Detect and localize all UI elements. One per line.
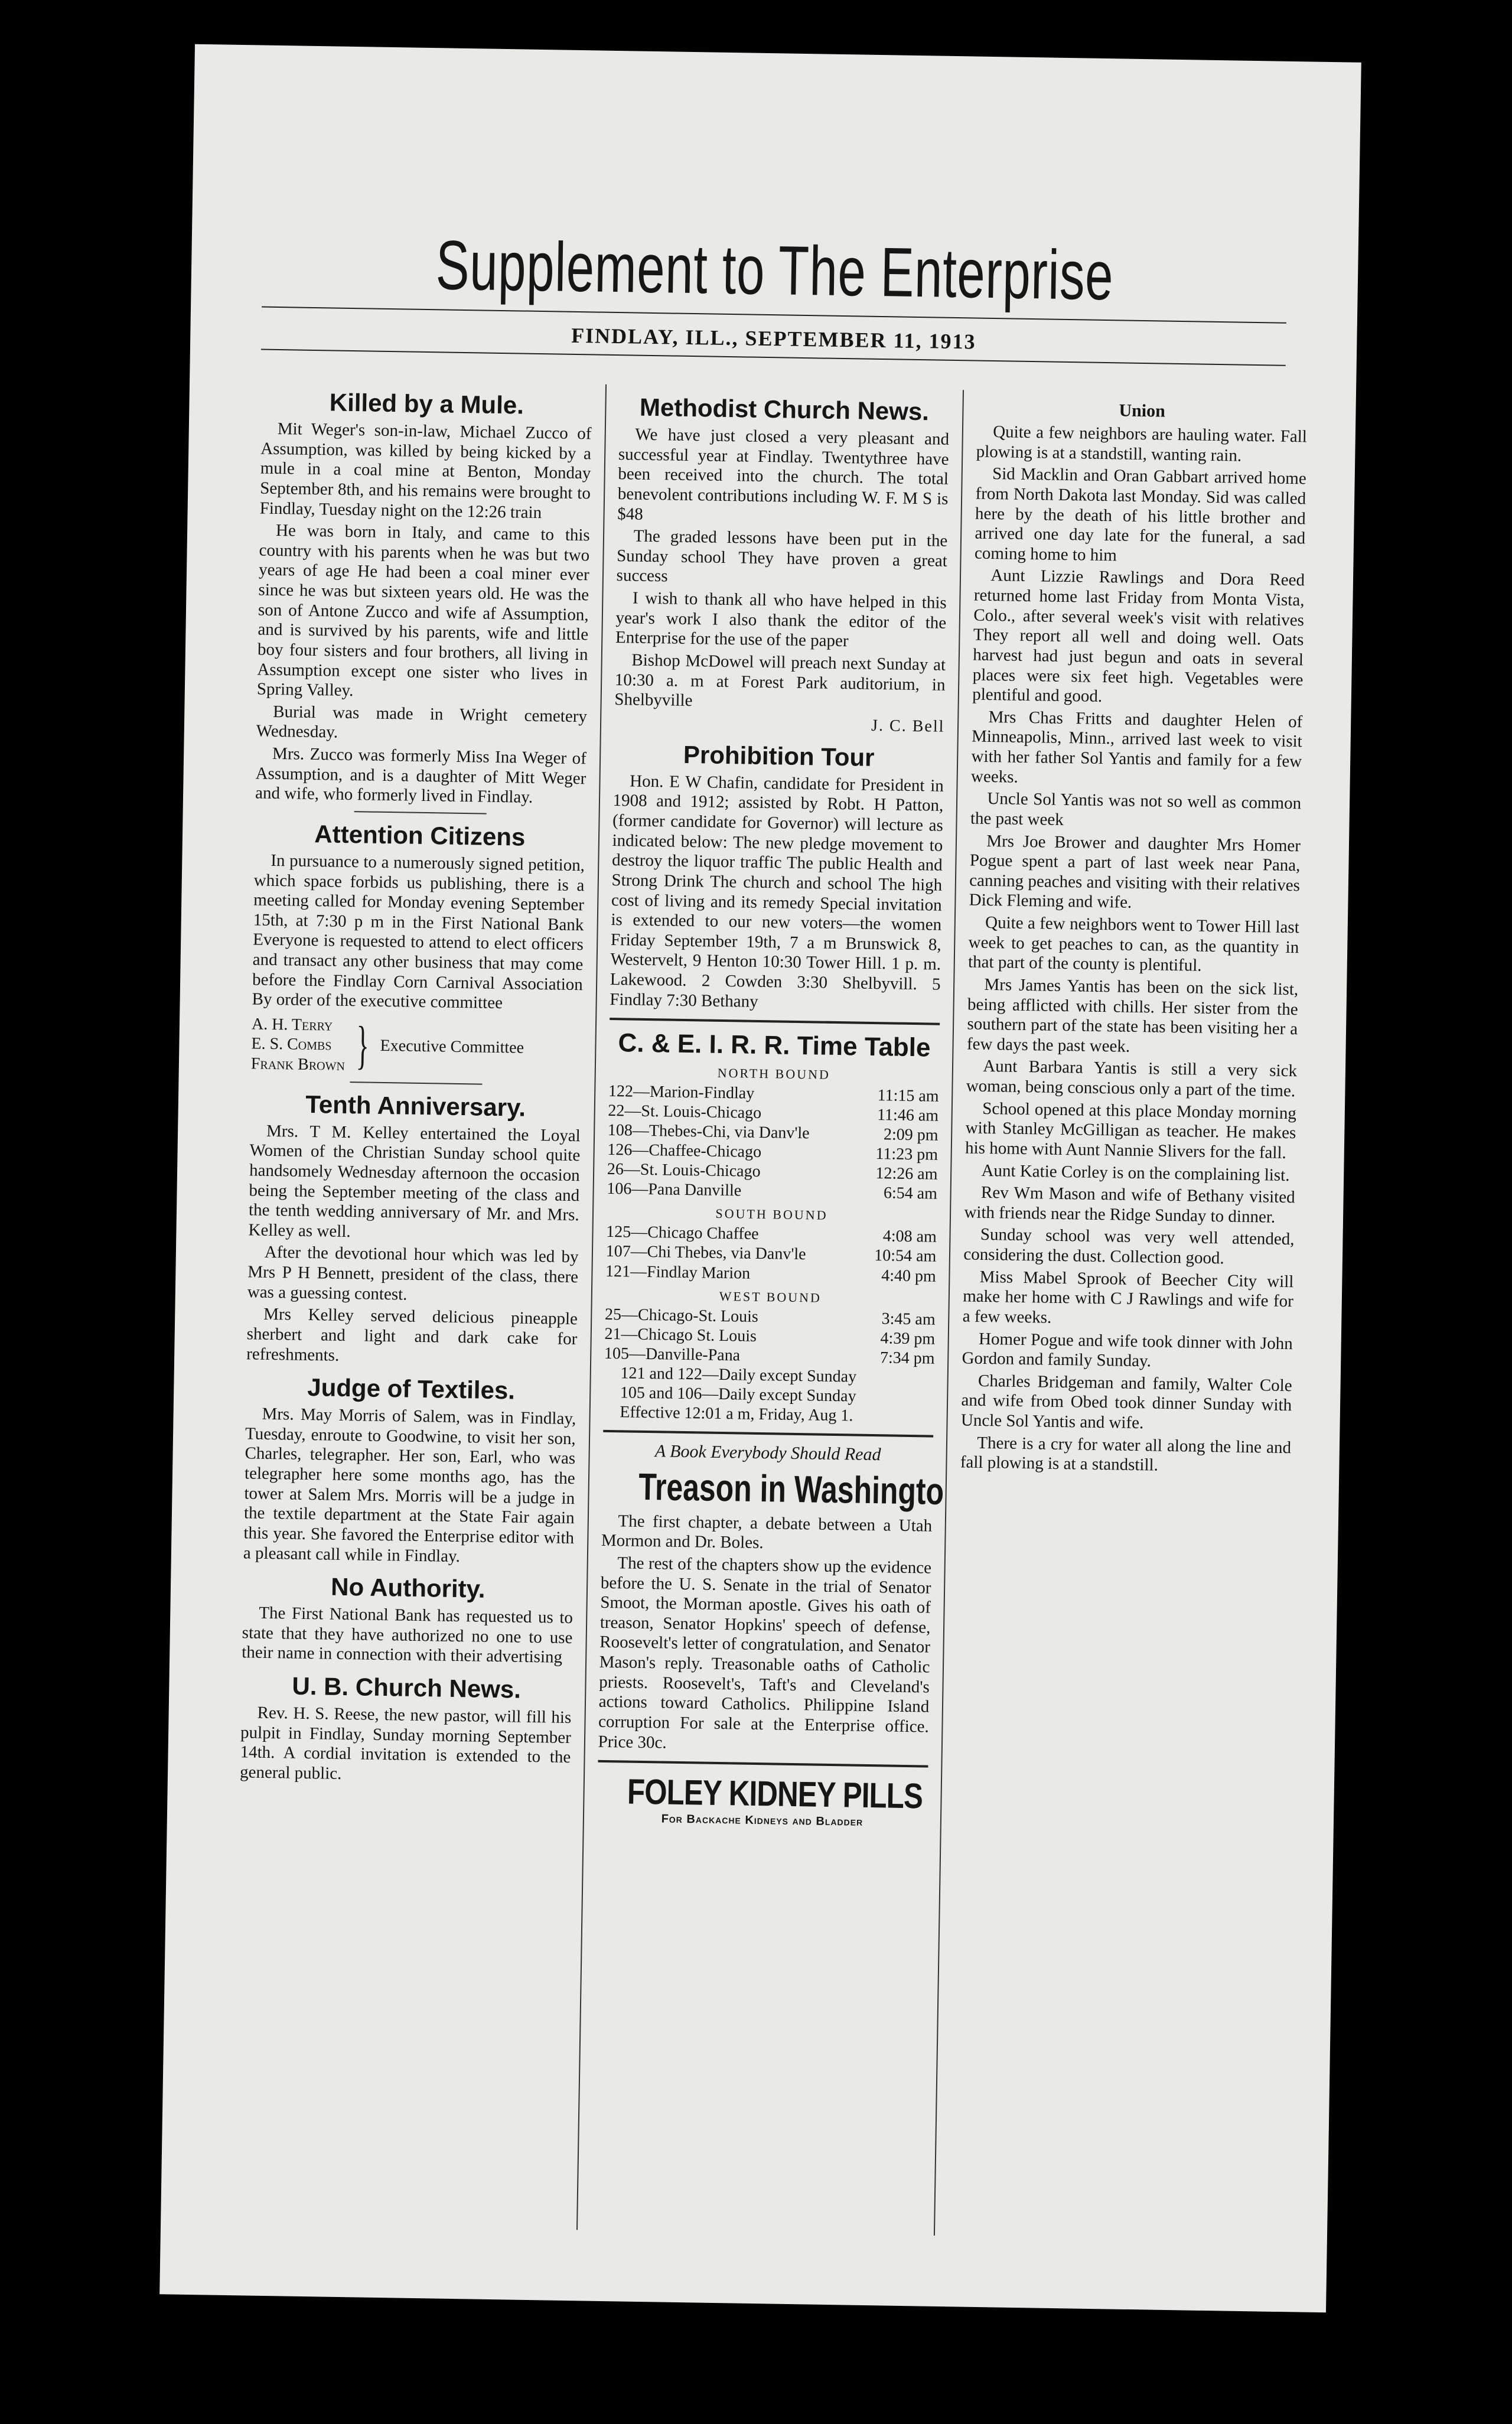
article-ub bbox=[240, 1703, 572, 1787]
paragraph: Mrs Joe Brower and daughter Mrs Homer Pogue spent a part of last week near Pana, canning peaches and visiting with their relatives Dick Fleming and wife. bbox=[969, 831, 1301, 913]
article-textiles bbox=[243, 1405, 576, 1569]
committee-names bbox=[251, 1014, 346, 1075]
timetable-title: C. & E. I. R. R. Time Table bbox=[618, 1028, 931, 1063]
train: 108—Thebes-Chi, via Danv'le bbox=[607, 1121, 810, 1143]
train: 22—St. Louis-Chicago bbox=[608, 1102, 762, 1123]
paragraph: Aunt Barbara Yantis is still a very sick woman, being conscious only a part of the time. bbox=[966, 1057, 1298, 1101]
train: 107—Chi Thebes, via Danv'le bbox=[605, 1242, 806, 1264]
paragraph: Mrs. Zucco was formerly Miss Ina Weger of Assumption, and is a daughter of Mitt Weger and wife, who formerly lived in Findlay. bbox=[255, 744, 587, 807]
paragraph: The graded lessons have been put in the Sunday school They have proven a great success bbox=[616, 526, 948, 586]
column-left bbox=[220, 379, 605, 2230]
paragraph: Mrs Kelley served delicious pineapple sherbert and light and dark cake for refreshments. bbox=[246, 1305, 578, 1365]
time: 11:23 pm bbox=[875, 1145, 939, 1165]
column-right bbox=[934, 390, 1321, 2241]
divider bbox=[350, 1081, 482, 1085]
article-title-union: Union bbox=[1119, 400, 1166, 421]
timetable-note: 121 and 122—Daily except Sunday bbox=[620, 1363, 857, 1386]
paragraph: The first chapter, a debate between a Utah Mormon and Dr. Boles. bbox=[601, 1511, 933, 1553]
article-title-ub: U. B. Church News. bbox=[292, 1672, 522, 1703]
paragraph: Rev. H. S. Reese, the new pastor, will fill his pulpit in Findlay, Sunday morning September 14th. A cordial invitation is extended to the general public. bbox=[239, 1703, 572, 1783]
article-title-noauth: No Authority. bbox=[330, 1572, 485, 1603]
paragraph: Quite a few neighbors went to Tower Hill last week to get peaches to can, as the quantity in that part of the county is plentiful. bbox=[967, 913, 1300, 975]
divider bbox=[598, 1760, 928, 1768]
dateline: FINDLAY, ILL., SEPTEMBER 11, 1913 bbox=[571, 323, 976, 354]
ad-book-body bbox=[598, 1511, 932, 1757]
paragraph: After the devotional hour which was led by Mrs P H Bennett, president of the class, there was a guessing contest. bbox=[247, 1243, 579, 1304]
paragraph: Sid Macklin and Oran Gabbart arrived home from North Dakota last Monday. Sid was called here by the death of his little brother and arrived one day late for the funeral, a sad coming home to him bbox=[974, 464, 1306, 565]
ad-pills-subtitle: For Backache Kidneys and Bladder bbox=[661, 1812, 863, 1829]
signature: J. C. Bell bbox=[871, 716, 945, 736]
train: 21—Chicago St. Louis bbox=[604, 1324, 757, 1345]
article-prohibition bbox=[610, 771, 944, 1015]
paragraph: Sunday school was very well attended, considering the dust. Collection good. bbox=[963, 1225, 1295, 1268]
time: 12:26 am bbox=[875, 1164, 938, 1184]
article-title-mule: Killed by a Mule. bbox=[329, 388, 524, 419]
paragraph: We have just closed a very pleasant and successful year at Findlay. Twentythree have been received into the church. The total benevolent contributions including W. F. M S is $48 bbox=[617, 425, 950, 524]
paragraph: Homer Pogue and wife took dinner with John Gordon and family Sunday. bbox=[962, 1329, 1293, 1371]
article-union bbox=[960, 422, 1308, 1478]
committee-name: Frank Brown bbox=[250, 1054, 346, 1074]
paragraph: Charles Bridgeman and family, Walter Cole and wife from Obed took dinner Sunday with Uncle Sol Yantis and wife. bbox=[960, 1371, 1292, 1433]
article-title-textiles: Judge of Textiles. bbox=[307, 1373, 516, 1405]
train: 106—Pana Danville bbox=[607, 1180, 742, 1200]
divider bbox=[610, 1018, 940, 1025]
paragraph: The rest of the chapters show up the evidence before the U. S. Senate in the trial of Senator Smoot, the Morman apostle. Gives his oath of treason, Senator Hopkins' speech of defense, Roosevelt's letter of congratulation, and Senator Mason's reply. Treasonable oaths of Catholic priests. Roosevelt's, Taft's and Cleveland's actions toward Catholics. Philippine Island corruption For sale at the Enterprise office. Price 30c. bbox=[598, 1553, 932, 1752]
timetable-north bbox=[607, 1081, 939, 1204]
timetable-west bbox=[604, 1304, 936, 1368]
time: 4:08 am bbox=[882, 1227, 937, 1247]
ad-pills-title: FOLEY KIDNEY PILLS bbox=[627, 1771, 923, 1816]
newspaper-page bbox=[159, 44, 1361, 2313]
timetable-note: Effective 12:01 a m, Friday, Aug 1. bbox=[620, 1402, 853, 1425]
paragraph: Aunt Lizzie Rawlings and Dora Reed returned home last Friday from Monta Vista, Colo., after several week's visit with relatives They report all well and doing well. Oats harvest had just begun and oats in several places were six feet high. Vegetables were plentiful and good. bbox=[972, 566, 1305, 706]
paragraph: Quite a few neighbors are hauling water. Fall plowing is at a standstill, wanting rain. bbox=[976, 422, 1308, 465]
divider bbox=[354, 811, 487, 814]
paragraph: Rev Wm Mason and wife of Bethany visited with friends near the Ridge Sunday to dinner. bbox=[964, 1182, 1295, 1227]
article-methodist bbox=[614, 425, 949, 715]
time: 7:34 pm bbox=[879, 1348, 935, 1368]
divider bbox=[603, 1430, 934, 1438]
committee-name: E. S. Combs bbox=[251, 1034, 332, 1055]
train: 122—Marion-Findlay bbox=[608, 1082, 755, 1103]
paragraph: The First National Bank has requested us to state that they have authorized no one to use their name in connection with their advertising bbox=[242, 1603, 573, 1667]
time: 2:09 pm bbox=[883, 1125, 939, 1145]
timetable-south bbox=[605, 1222, 937, 1286]
masthead-title: Supplement to The Enterprise bbox=[435, 226, 1115, 315]
article-title-prohibition: Prohibition Tour bbox=[683, 740, 875, 771]
paragraph: He was born in Italy, and came to this country with his parents when he was but two years of age He had been a coal miner ever since he was but sixteen years old. He was the son of Antone Zucco and wife af Assumption, and is survived by his parents, wife and little boy four sisters and four brothers, all living in Assumption except one sister who lives in Spring Valley. bbox=[256, 521, 590, 701]
time: 4:40 pm bbox=[881, 1266, 937, 1286]
column-middle bbox=[576, 385, 963, 2236]
committee-block bbox=[251, 1014, 582, 1079]
article-title-methodist: Methodist Church News. bbox=[639, 393, 930, 426]
train: 105—Danville-Pana bbox=[604, 1344, 741, 1365]
time: 11:46 am bbox=[876, 1106, 939, 1126]
train: 25—Chicago-St. Louis bbox=[604, 1305, 759, 1326]
train: 121—Findlay Marion bbox=[605, 1262, 751, 1283]
time: 4:39 pm bbox=[880, 1328, 936, 1348]
brace-glyph: } bbox=[356, 1016, 370, 1075]
timetable-south-label: SOUTH BOUND bbox=[715, 1206, 828, 1223]
timetable-note: 105 and 106—Daily except Sunday bbox=[620, 1383, 856, 1406]
columns bbox=[220, 379, 1321, 2241]
paragraph: School opened at this place Monday morning with Stanley McGilligan as teacher. He makes his home with Aunt Nannie Slivers for the fall. bbox=[964, 1099, 1297, 1162]
paragraph: Aunt Katie Corley is on the complaining list. bbox=[981, 1161, 1290, 1185]
article-title-tenth: Tenth Anniversary. bbox=[305, 1090, 526, 1122]
article-attention bbox=[252, 851, 585, 1015]
paragraph: Mrs. May Morris of Salem, was in Findlay, Tuesday, enroute to Goodwine, to visit her son, Charles, telegrapher. Her son, Earl, who was telegrapher here some months ago, has the tower at Salem Mrs. Morris will be a judge in the textile department at the State Fair again this year. She favored the Enterprise editor with a pleasant call while in Findlay. bbox=[243, 1404, 576, 1566]
committee-name: A. H. Terry bbox=[251, 1015, 333, 1035]
paragraph: Uncle Sol Yantis was not so well as common the past week bbox=[970, 789, 1302, 829]
article-noauth bbox=[242, 1603, 573, 1668]
paragraph: Mrs Chas Fritts and daughter Helen of Minneapolis, Minn., arrived last week to visit with her father Sol Yantis and family for a few weeks. bbox=[970, 707, 1303, 787]
train: 125—Chicago Chaffee bbox=[605, 1223, 759, 1244]
train: 26—St. Louis-Chicago bbox=[607, 1160, 761, 1181]
time: 3:45 am bbox=[881, 1309, 936, 1329]
paragraph: Mrs James Yantis has been on the sick list, being afflicted with chills. Her sister from the southern part of the state has been visiting her a few days the past week. bbox=[966, 975, 1299, 1056]
masthead bbox=[261, 223, 1288, 366]
article-tenth bbox=[246, 1121, 581, 1369]
timetable-north-label: NORTH BOUND bbox=[717, 1066, 831, 1083]
train: 126—Chaffee-Chicago bbox=[607, 1141, 762, 1162]
time: 11:15 am bbox=[877, 1086, 939, 1106]
article-title-attention: Attention Citizens bbox=[314, 819, 526, 851]
paragraph: Mrs. T M. Kelley entertained the Loyal Women of the Christian Sunday school quite handsomely Wednesday afternoon the occasion being the September meeting of the class and the tenth wedding anniversary of Mr. and Mrs. Kelley as well. bbox=[248, 1121, 581, 1241]
paragraph: There is a cry for water all along the line and fall plowing is at a standstill. bbox=[960, 1433, 1292, 1475]
article-mule bbox=[255, 419, 592, 809]
paragraph: Hon. E W Chafin, candidate for President in 1908 and 1912; assisted by Robt. H Patton, (former candidate for Governor) will lecture as indicated below: The new pledge movement to destroy the liquor traffic The public Health and Strong Drink The church and school The high cost of living and its remedy Special invitation is extended to our new voters—the women Friday September 19th, 7 a m Brunswick 8, Westervelt, 9 Henton 10:30 Tower Hill. 1 p. m. Lakewood. 2 Cowden 3:30 Shelbyvill. 5 Findlay 7:30 Bethany bbox=[610, 771, 944, 1011]
paragraph: Miss Mabel Sprook of Beecher City will make her home with C J Rawlings and wife for a few weeks. bbox=[962, 1267, 1294, 1327]
time: 6:54 am bbox=[883, 1184, 938, 1204]
paragraph: In pursuance to a numerously signed petition, which space forbids us publishing, there is a meeting called for Monday evening September 15th, at 7:30 p m in the First National Bank Everyone is requested to attend to elect officers and transact any other business that may come before the Findlay Corn Carnival Association By order of the executive committee bbox=[252, 851, 585, 1013]
committee-label: Executive Committee bbox=[380, 1037, 524, 1057]
paragraph: Mit Weger's son-in-law, Michael Zucco of Assumption, was killed by being kicked by a mule in a coal mine at Benton, Monday September 8th, and his remains were brought to Findlay, Tuesday night on the 12:26 train bbox=[259, 419, 592, 522]
ad-book-title: Treason in Washington bbox=[638, 1465, 962, 1513]
time: 10:54 am bbox=[874, 1246, 937, 1266]
timetable-west-label: WEST BOUND bbox=[719, 1288, 822, 1305]
paragraph: I wish to thank all who have helped in this year's work I also thank the editor of the Enterprise for the use of the paper bbox=[615, 588, 947, 651]
ad-book-tagline: A Book Everybody Should Read bbox=[654, 1441, 881, 1464]
paragraph: Burial was made in Wright cemetery Wednesday. bbox=[256, 702, 588, 742]
paragraph: Bishop McDowel will preach next Sunday at 10:30 a. m at Forest Park auditorium, in Shelbyville bbox=[614, 650, 946, 711]
